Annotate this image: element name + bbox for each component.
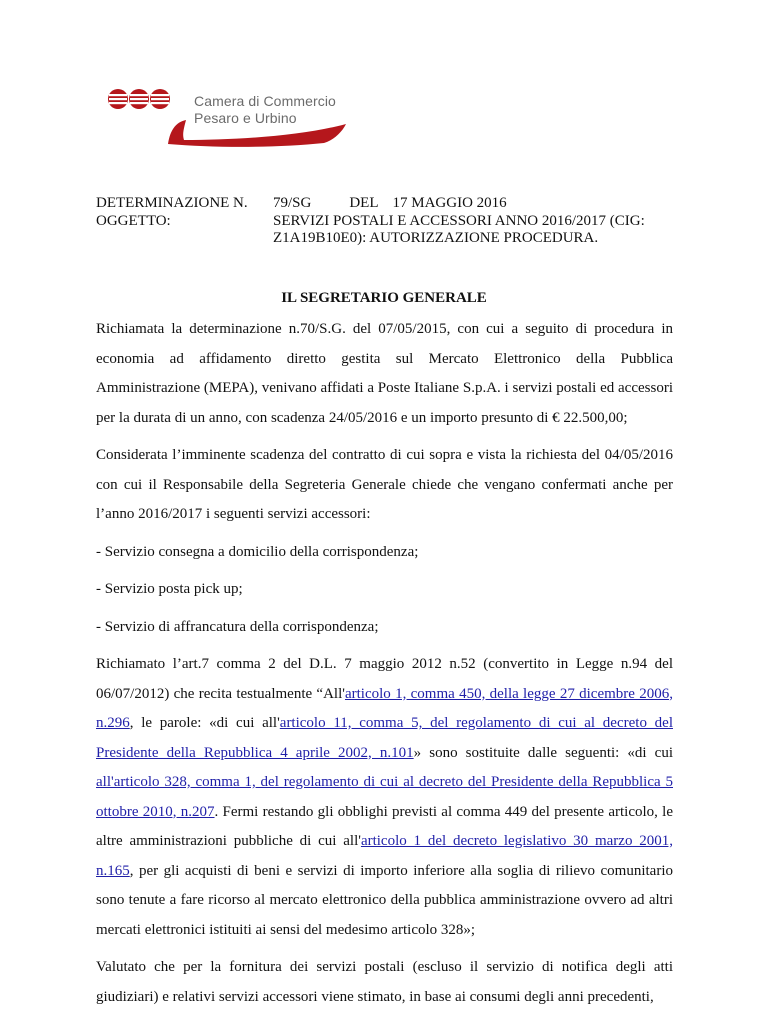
paragraph-considerata: Considerata l’imminente scadenza del contratto di cui sopra e vista la richiesta del 04/05/2016 con cui il Responsabile della Segreteria Generale chiede che vengano confermati anche per l’anno 2016/2017 i seguenti servizi accessori:	[96, 447, 673, 522]
logo-line-1: Camera di Commercio	[194, 93, 336, 109]
text-segment: Richiamato l’art.7 comma 2 del D.L. 7 maggio 2012 n.52 (convertito in Legge n.94 del 06/07/2012) che recita testualmente “All'	[96, 656, 673, 702]
link-dpr-207-2010[interactable]: all'articolo 328, comma 1, del regolamento di cui al decreto del Presidente della Repubblica 5 ottobre 2010, n.207	[96, 774, 673, 820]
del-label: DEL	[349, 195, 379, 211]
link-dpr-101-2002[interactable]: articolo 11, comma 5, del regolamento di cui al decreto del Presidente della Repubblica 4 aprile 2002, n.101	[96, 715, 673, 761]
paragraph-valutato: Valutato che per la fornitura dei servizi postali (escluso il servizio di notifica degli atti giudiziari) e relativi servizi accessori viene stimato, in base ai consumi degli anni precedenti,	[96, 959, 673, 1005]
determination-date: 17 MAGGIO 2016	[392, 195, 507, 211]
page-title: IL SEGRETARIO GENERALE	[281, 290, 487, 306]
document-body	[96, 315, 673, 1020]
text-segment: » sono sostituite dalle seguenti: «di cui	[413, 744, 673, 761]
determination-label: DETERMINAZIONE N.	[96, 195, 248, 211]
subject-line-1: SERVIZI POSTALI E ACCESSORI ANNO 2016/2017 (CIG:	[273, 212, 645, 229]
text-segment: , le parole: «di cui all'	[129, 715, 280, 731]
list-item-consegna: - Servizio consegna a domicilio della corrispondenza;	[96, 543, 419, 560]
text-segment: , per gli acquisti di beni e servizi di importo inferiore alla soglia di rilievo comunitario sono tenute a fare ricorso al mercato elettronico della pubblica amministrazione ovvero ad altri mercati elettronici istituiti ai sensi del medesimo articolo 328»;	[96, 862, 673, 938]
chamber-logo	[106, 86, 356, 156]
list-item-pick-up: - Servizio posta pick up;	[96, 581, 243, 597]
logo-line-2: Pesaro e Urbino	[194, 110, 297, 126]
determination-number: 79/SG	[273, 195, 312, 211]
paragraph-richiamata: Richiamata la determinazione n.70/S.G. del 07/05/2015, con cui a seguito di procedura in economia ad affidamento diretto gestita sul Mercato Elettronico della Pubblica Amministrazione (MEPA), venivano affidati a Poste Italiane S.p.A. i servizi postali ed accessori per la durata di un anno, con scadenza 24/05/2016 e un importo presunto di € 22.500,00;	[96, 321, 673, 426]
link-dlgs-165-2001[interactable]: articolo 1 del decreto legislativo 30 marzo 2001, n.165	[96, 833, 673, 879]
link-legge-296-2006[interactable]: articolo 1, comma 450, della legge 27 dicembre 2006, n.296	[96, 685, 673, 731]
text-segment: . Fermi restando gli obblighi previsti al comma 449 del presente articolo, le altre amministrazioni pubbliche di cui all'	[96, 803, 673, 849]
subject-label: OGGETTO:	[96, 212, 171, 229]
determination-number-line	[273, 195, 673, 213]
list-item-affrancatura: - Servizio di affrancatura della corrispondenza;	[96, 618, 379, 635]
paragraph-richiamato-art7	[96, 650, 673, 945]
subject-line-2: Z1A19B10E0): AUTORIZZAZIONE PROCEDURA.	[273, 230, 599, 246]
